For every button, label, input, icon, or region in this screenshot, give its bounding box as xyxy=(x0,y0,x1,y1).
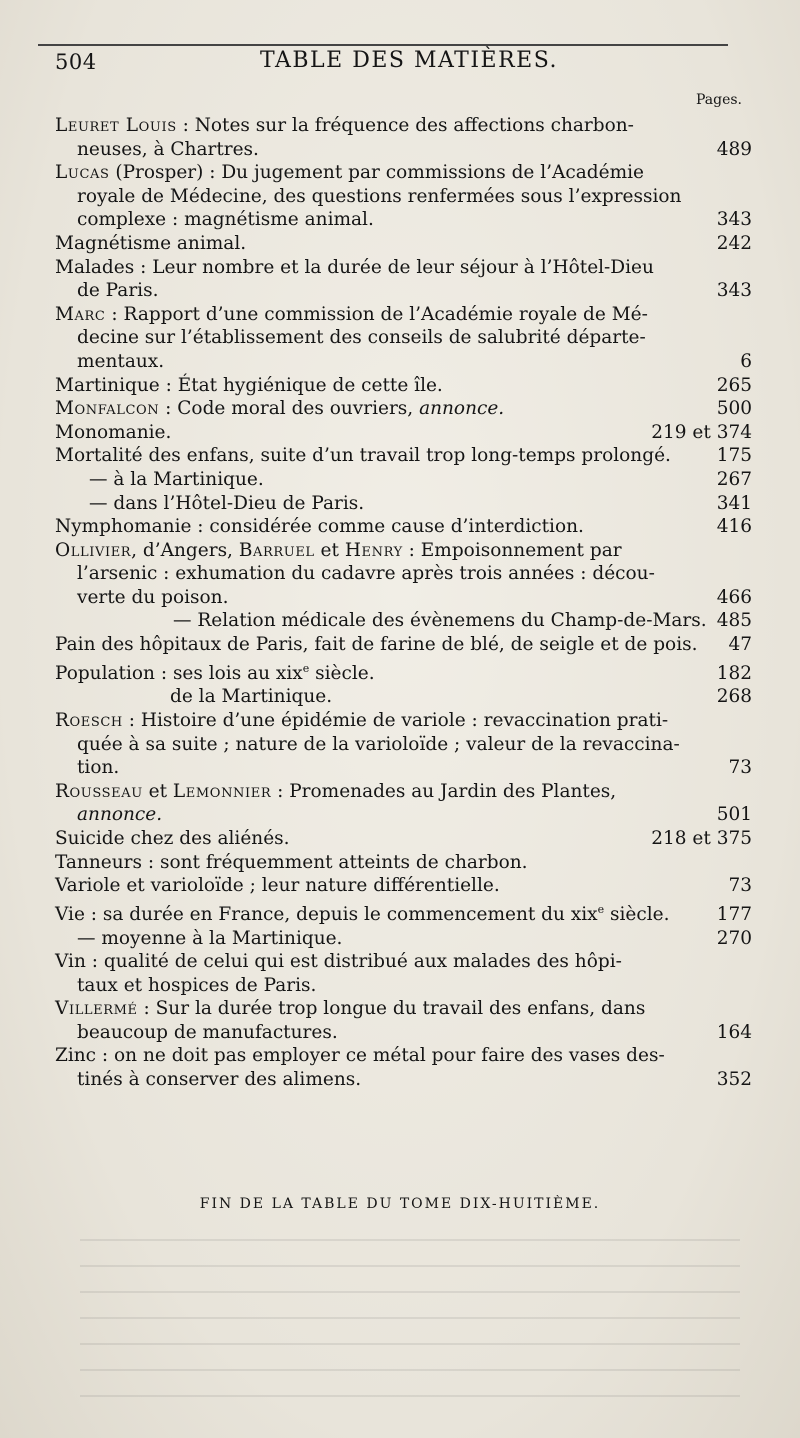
entry-text: Pain des hôpitaux de Paris, fait de farine de blé, de seigle et de pois. xyxy=(55,634,698,656)
index-entry xyxy=(55,927,752,951)
top-rule xyxy=(38,44,728,46)
author-name: Villermé xyxy=(55,998,138,1020)
page-reference: 268 xyxy=(716,686,752,708)
entry-text: de Paris. xyxy=(77,280,159,302)
page-reference: 489 xyxy=(716,138,752,160)
page-reference: 73 xyxy=(728,757,752,779)
page-reference: 73 xyxy=(728,875,752,897)
entry-text: — à la Martinique. xyxy=(89,468,264,490)
index-entry xyxy=(55,256,752,303)
entry-text: tion. xyxy=(77,757,120,779)
entry-line xyxy=(55,709,752,733)
index-entry xyxy=(55,851,752,875)
entry-text: Monomanie. xyxy=(55,421,172,443)
entry-text: annonce. xyxy=(419,398,505,420)
entry-text: Martinique : État hygiénique de cette île. xyxy=(55,374,443,396)
bleed-through-shadow xyxy=(80,1225,740,1405)
entry-line xyxy=(55,138,752,162)
page-reference: 343 xyxy=(716,280,752,302)
entry-text: , d’Angers, xyxy=(131,539,239,561)
index-entries xyxy=(55,114,752,1092)
index-entry xyxy=(55,468,752,492)
entry-text: annonce. xyxy=(77,804,163,826)
page-header xyxy=(55,48,740,78)
entry-line xyxy=(55,756,752,780)
page-reference: 265 xyxy=(716,374,752,396)
entry-text: decine sur l’établissement des conseils de salubrité départe- xyxy=(77,327,646,349)
entry-line xyxy=(55,1021,752,1045)
page-reference: 177 xyxy=(716,903,752,925)
entry-text: et xyxy=(314,539,345,561)
entry-text: royale de Médecine, des questions renfermées sous l’expression xyxy=(77,185,682,207)
index-entry xyxy=(55,161,752,232)
entry-text: siècle. xyxy=(309,662,375,684)
entry-line xyxy=(55,350,752,374)
entry-line xyxy=(55,1044,752,1068)
entry-text: Nymphomanie : considérée comme cause d’interdiction. xyxy=(55,516,584,538)
entry-text: l’arsenic : exhumation du cadavre après trois années : décou- xyxy=(77,563,655,585)
page-reference: 500 xyxy=(716,398,752,420)
entry-line xyxy=(55,586,752,610)
entry-line xyxy=(55,562,752,586)
entry-line xyxy=(55,208,752,232)
entry-line xyxy=(55,685,752,709)
entry-text: Zinc : on ne doit pas employer ce métal pour faire des vases des- xyxy=(55,1045,665,1067)
page-reference: 352 xyxy=(716,1069,752,1091)
entry-line xyxy=(55,515,752,539)
index-entry xyxy=(55,444,752,468)
page-number: 504 xyxy=(55,50,97,74)
entry-text: Suicide chez des aliénés. xyxy=(55,827,290,849)
page-reference: 466 xyxy=(716,586,752,608)
author-name: Leuret Louis xyxy=(55,115,177,136)
entry-text: complexe : magnétisme animal. xyxy=(77,209,374,231)
entry-line xyxy=(55,898,752,927)
entry-line xyxy=(55,185,752,209)
page-reference: 242 xyxy=(716,232,752,254)
entry-line xyxy=(55,539,752,563)
index-entry xyxy=(55,515,752,539)
page-reference: 270 xyxy=(716,927,752,949)
index-entry xyxy=(55,539,752,610)
index-entry xyxy=(55,303,752,374)
entry-line xyxy=(55,492,752,516)
page-reference: 164 xyxy=(716,1021,752,1043)
entry-text: Population : ses lois au xix xyxy=(55,662,303,684)
author-name: Rousseau xyxy=(55,780,143,802)
entry-text: (Prosper) : Du jugement par commissions de l’Académie xyxy=(109,162,644,184)
index-entry xyxy=(55,633,752,657)
entry-line xyxy=(55,279,752,303)
entry-line xyxy=(55,444,752,468)
page-reference: 175 xyxy=(716,445,752,467)
index-entry xyxy=(55,609,752,633)
entry-line xyxy=(55,114,752,138)
entry-line xyxy=(55,609,752,633)
author-name: Ollivier xyxy=(55,539,132,561)
entry-line xyxy=(55,468,752,492)
entry-line xyxy=(55,874,752,898)
page-reference: 501 xyxy=(716,804,752,826)
entry-text: siècle. xyxy=(604,903,670,925)
entry-line xyxy=(55,780,752,804)
entry-text: Variole et varioloïde ; leur nature différentielle. xyxy=(55,875,500,897)
index-entry xyxy=(55,898,752,927)
page-reference: 343 xyxy=(716,209,752,231)
entry-text: : Histoire d’une épidémie de variole : revaccination prati- xyxy=(122,710,669,731)
page-reference: 485 xyxy=(716,610,752,632)
index-entry xyxy=(55,374,752,398)
entry-line xyxy=(55,851,752,875)
page-reference: 267 xyxy=(716,468,752,490)
index-entry xyxy=(55,780,752,827)
index-entry xyxy=(55,950,752,997)
entry-text: — Relation médicale des évènemens du Champ-de-Mars. xyxy=(173,610,707,632)
author-name: Marc xyxy=(55,303,106,325)
author-name: Lemonnier xyxy=(172,780,272,802)
entry-line xyxy=(55,827,752,851)
entry-text: : Rapport d’une commission de l’Académie royale de Mé- xyxy=(105,303,648,325)
entry-line xyxy=(55,803,752,827)
index-entry xyxy=(55,827,752,851)
entry-line xyxy=(55,161,752,185)
entry-text: : Promenades au Jardin des Plantes, xyxy=(271,780,617,802)
entry-line xyxy=(55,232,752,256)
end-of-table-note: FIN DE LA TABLE DU TOME DIX-HUITIÈME. xyxy=(199,1196,601,1212)
index-entry xyxy=(55,874,752,898)
page-reference: 341 xyxy=(716,492,752,514)
page-reference: 219 et 374 xyxy=(651,421,752,443)
entry-line xyxy=(55,997,752,1021)
entry-line xyxy=(55,657,752,686)
entry-text: taux et hospices de Paris. xyxy=(77,974,317,996)
page-reference: 6 xyxy=(740,350,752,372)
running-title: TABLE DES MATIÈRES. xyxy=(260,48,558,73)
entry-line xyxy=(55,950,752,974)
entry-text: neuses, à Chartres. xyxy=(77,138,259,160)
entry-text: : Sur la durée trop longue du travail des enfans, dans xyxy=(137,998,646,1020)
entry-line xyxy=(55,927,752,951)
entry-line xyxy=(55,303,752,327)
entry-text: — moyenne à la Martinique. xyxy=(77,927,343,949)
entry-line xyxy=(55,326,752,350)
entry-line xyxy=(55,633,752,657)
index-entry xyxy=(55,685,752,709)
index-entry xyxy=(55,397,752,421)
entry-text: : Notes sur la fréquence des affections charbon- xyxy=(176,115,634,136)
entry-line xyxy=(55,374,752,398)
entry-text: Malades : Leur nombre et la durée de leur séjour à l’Hôtel-Dieu xyxy=(55,256,654,278)
index-entry xyxy=(55,492,752,516)
index-entry xyxy=(55,709,752,780)
author-name: Barruel xyxy=(238,539,315,561)
entry-text: tinés à conserver des alimens. xyxy=(77,1069,362,1091)
author-name: Henry xyxy=(344,539,403,561)
entry-text: e xyxy=(597,902,605,916)
entry-text: et xyxy=(142,780,173,802)
entry-text: Mortalité des enfans, suite d’un travail trop long-temps prolongé. xyxy=(55,445,671,467)
author-name: Roesch xyxy=(55,710,123,731)
pages-column-label: Pages. xyxy=(695,92,742,108)
index-entry xyxy=(55,657,752,686)
entry-text: Vin : qualité de celui qui est distribué aux malades des hôpi- xyxy=(55,951,622,973)
entry-text: : Code moral des ouvriers, xyxy=(159,398,420,420)
entry-line xyxy=(55,733,752,757)
index-entry xyxy=(55,232,752,256)
author-name: Lucas xyxy=(55,162,110,184)
entry-text: Magnétisme animal. xyxy=(55,232,247,254)
entry-line xyxy=(55,974,752,998)
page-reference: 416 xyxy=(716,516,752,538)
entry-line xyxy=(55,397,752,421)
page-reference: 47 xyxy=(728,634,752,656)
entry-text: mentaux. xyxy=(77,350,165,372)
author-name: Monfalcon xyxy=(55,398,160,420)
index-entry xyxy=(55,997,752,1044)
entry-line xyxy=(55,1068,752,1092)
entry-line xyxy=(55,256,752,280)
index-entry xyxy=(55,114,752,161)
entry-text: verte du poison. xyxy=(77,586,229,608)
page-reference: 218 et 375 xyxy=(651,827,752,849)
entry-text: beaucoup de manufactures. xyxy=(77,1021,338,1043)
entry-text: Tanneurs : sont fréquemment atteints de charbon. xyxy=(55,851,528,873)
entry-text: — dans l’Hôtel-Dieu de Paris. xyxy=(89,492,365,514)
entry-text: quée à sa suite ; nature de la varioloïde ; valeur de la revaccina- xyxy=(77,733,680,755)
entry-line xyxy=(55,421,752,445)
index-entry xyxy=(55,421,752,445)
index-entry xyxy=(55,1044,752,1091)
page-reference: 182 xyxy=(716,662,752,684)
entry-text: Vie : sa durée en France, depuis le commencement du xix xyxy=(55,903,598,925)
entry-text: e xyxy=(302,661,310,675)
entry-text: : Empoisonnement par xyxy=(402,539,622,561)
entry-text: de la Martinique. xyxy=(170,686,333,708)
